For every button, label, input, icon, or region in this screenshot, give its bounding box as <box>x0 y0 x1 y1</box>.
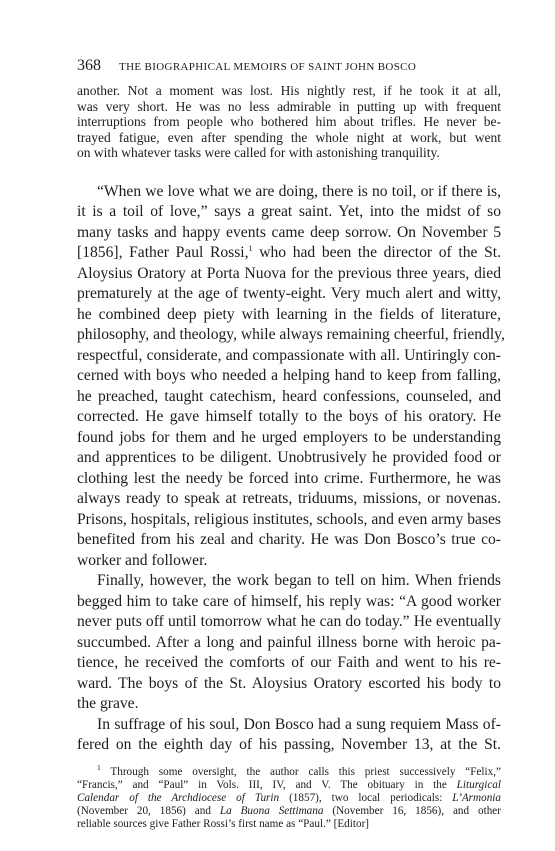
footnote <box>77 762 501 831</box>
body-text <box>77 182 505 756</box>
text-line: prematurely at the age of twenty-eight. Very much alert and witty, <box>77 285 501 302</box>
text-line: he preached, taught catechism, heard confessions, counseled, and <box>77 387 501 405</box>
paragraph-rossi <box>77 182 505 572</box>
footnote-marker: 1 <box>97 762 101 772</box>
text-line: succumbed. After a long and painful illness borne with heroic pa- <box>77 633 501 651</box>
text-line: found jobs for them and he urged employers to be understanding <box>77 428 501 446</box>
text-line: always ready to speak at retreats, triduums, missions, or novenas. <box>77 490 501 507</box>
text-line: In suffrage of his soul, Don Bosco had a sung requiem Mass of- <box>97 715 501 733</box>
book-page <box>77 57 505 831</box>
text-fragment: Through some oversight, the author calls this priest successively “Felix,” <box>110 765 501 778</box>
text-line: interruptions from people who bothered him about trifles. He never be- <box>77 114 501 129</box>
italic-fragment: Calendar of the Archdiocese of Turin <box>77 791 280 804</box>
text-line: the grave. <box>77 695 139 712</box>
footnote-line <box>77 779 501 792</box>
text-fragment: [1856], Father Paul Rossi, <box>77 244 249 261</box>
text-line: cerned with boys who needed a helping hand to keep from falling, <box>77 367 501 384</box>
text-fragment: (1857), two local periodicals: <box>279 791 453 804</box>
paragraph-finally <box>77 571 501 715</box>
footnote-line <box>77 805 501 818</box>
text-line: tience, he received the comforts of our Faith and went to his re- <box>77 654 501 671</box>
text-fragment: (November 16, 1856), and other <box>323 804 501 817</box>
text-line: worker and follower. <box>77 551 208 569</box>
text-line: another. Not a moment was lost. His nightly rest, if he took it at all, <box>77 83 501 98</box>
text-line: he combined deep piety with learning in the fields of literature, <box>77 305 501 323</box>
text-line: respectful, considerate, and compassionate with all. Untiringly con- <box>77 346 501 364</box>
text-line: was very short. He was no less admirable in putting up with frequent <box>77 98 501 114</box>
text-line: never puts off until tomorrow what he can do today.” He eventually <box>77 613 501 630</box>
text-line: and apprentices to be diligent. Unobtrusively he provided food or <box>77 449 501 466</box>
running-head <box>77 58 501 75</box>
text-line: fered on the eighth day of his passing, November 13, at the St. <box>77 736 501 753</box>
text-line: ward. The boys of the St. Aloysius Oratory escorted his body to <box>77 674 501 692</box>
footnote-line: reliable sources give Father Rossi’s first name as “Paul.” [Editor] <box>77 817 370 830</box>
text-fragment: “Francis,” and “Paul” in Vols. III, IV, and V. The obituary in the <box>77 778 457 791</box>
text-line <box>77 243 501 264</box>
text-line: “When we love what we are doing, there is no toil, or if there is, <box>97 182 501 200</box>
text-line: it is a toil of love,” says a great saint. Yet, into the midst of so <box>77 203 501 220</box>
italic-fragment: Liturgical <box>456 778 501 791</box>
page-number: 368 <box>77 57 101 74</box>
text-line: Aloysius Oratory at Porta Nuova for the previous three years, died <box>77 264 501 282</box>
text-line: benefited from his zeal and charity. He was Don Bosco’s true co- <box>77 531 501 548</box>
text-line: many tasks and happy events came deep sorrow. On November 5 <box>77 223 501 241</box>
italic-fragment: L’Armonia <box>452 791 501 804</box>
footnote-reference: 1 <box>248 244 253 253</box>
text-fragment: who had been the director of the St. <box>252 244 501 261</box>
paragraph-suffrage <box>77 715 501 756</box>
italic-fragment: La Buona Settimana <box>219 804 324 817</box>
text-line: corrected. He gave himself totally to the boys of his oratory. He <box>77 408 501 425</box>
text-line: philosophy, and theology, while always remaining cheerful, friendly, <box>77 326 505 343</box>
text-line: trayed fatigue, even after spending the whole night at work, but went <box>77 129 501 145</box>
paragraph-continued <box>77 83 501 161</box>
running-title: THE BIOGRAPHICAL MEMOIRS OF SAINT JOHN BOSCO <box>119 61 417 73</box>
text-line: Prisons, hospitals, religious institutes, schools, and even army bases <box>77 510 501 528</box>
text-line: on with whatever tasks were called for with astonishing tranquility. <box>77 145 440 160</box>
footnote-line <box>77 792 501 805</box>
text-line: clothing lest the needy be forced into crime. Furthermore, he was <box>77 469 501 487</box>
footnote-line <box>77 762 501 779</box>
text-line: begged him to take care of himself, his reply was: “A good worker <box>77 592 501 610</box>
text-line: Finally, however, the work began to tell on him. When friends <box>97 572 501 589</box>
text-fragment: (November 20, 1856) and <box>77 804 220 817</box>
